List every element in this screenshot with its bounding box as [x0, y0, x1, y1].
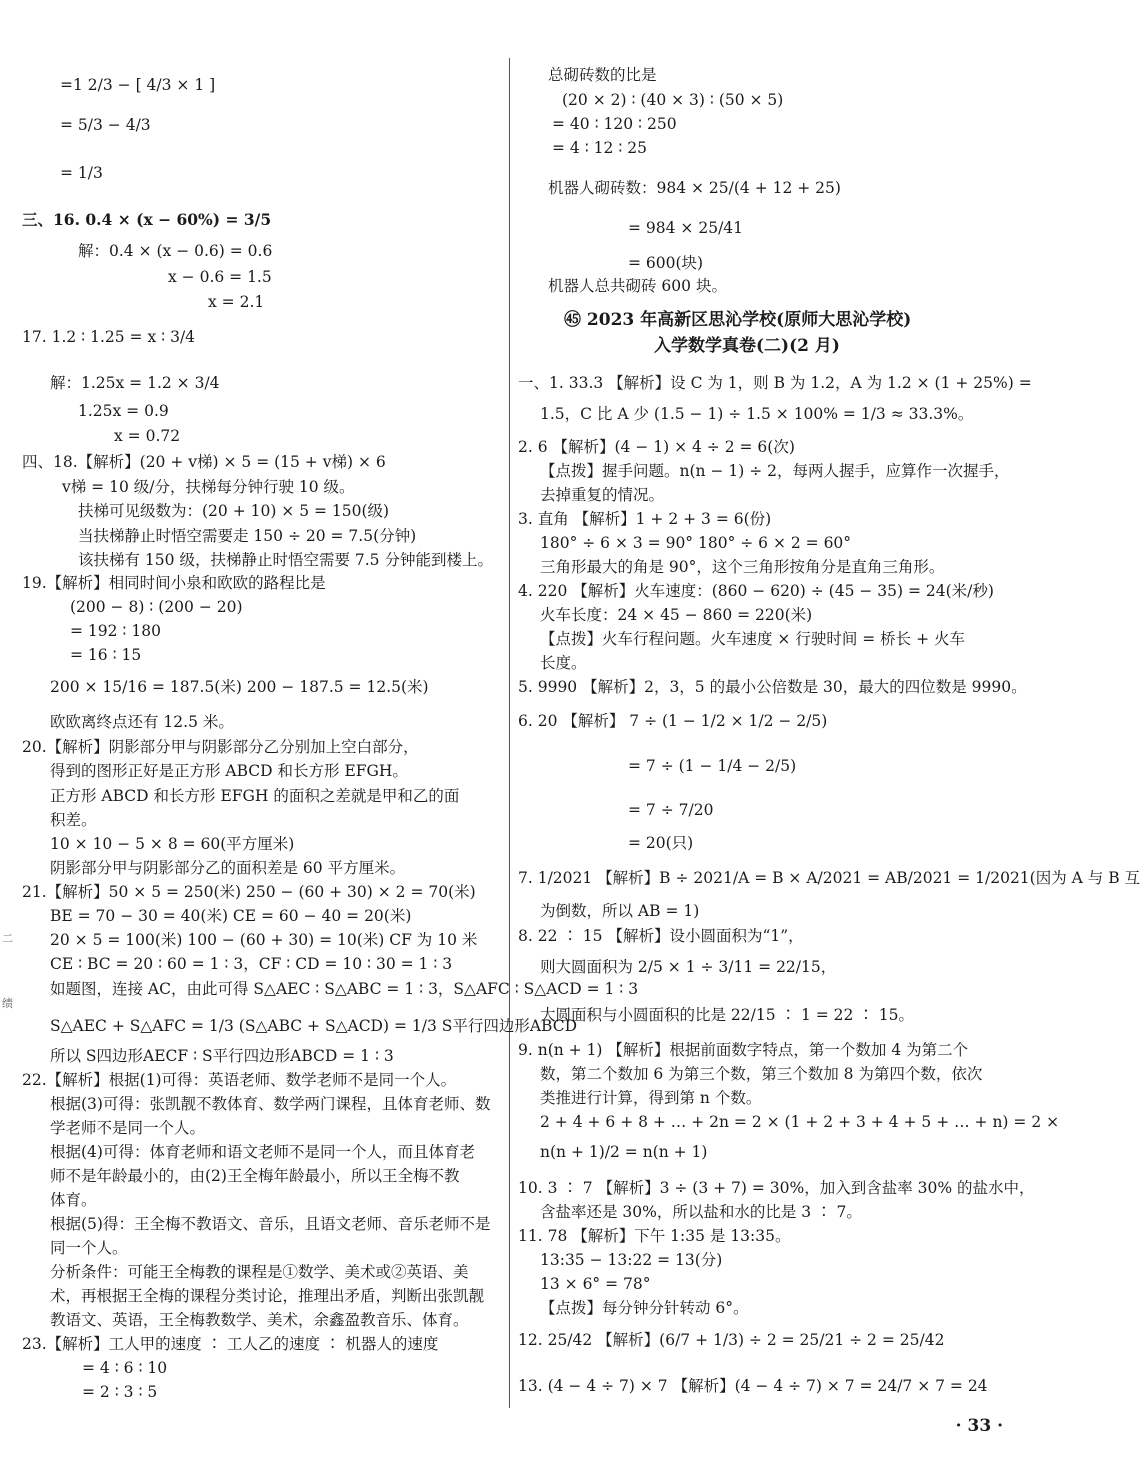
text-line: 如题图，连接 AC，由此可得 S△AEC ∶ S△ABC = 1 ∶ 3，S△AFC ∶ S△ACD = 1 ∶ 3 [50, 980, 639, 998]
text-line: 教语文、英语，王全梅教数学、美术，余鑫盈教音乐、体育。 [50, 1311, 469, 1329]
text-line: 学老师不是同一个人。 [50, 1119, 206, 1137]
text-line: 当扶梯静止时悟空需要走 150 ÷ 20 = 7.5(分钟) [78, 527, 417, 545]
text-line: x = 0.72 [114, 427, 181, 445]
text-line: 类推进行计算，得到第 n 个数。 [540, 1089, 762, 1107]
section-title: ㊺ 2023 年高新区思沁学校(原师大思沁学校) [564, 310, 912, 330]
text-line: 数，第二个数加 6 为第三个数，第三个数加 8 为第四个数，依次 [540, 1065, 983, 1083]
text-line: = 4 ∶ 6 ∶ 10 [82, 1359, 168, 1377]
text-line: 总砌砖数的比是 [548, 66, 657, 84]
text-line: 【点拨】握手问题。n(n − 1) ÷ 2，每两人握手，应算作一次握手， [540, 462, 1010, 480]
text-line: 20.【解析】阴影部分甲与阴影部分乙分别加上空白部分， [22, 738, 419, 756]
text-line: x − 0.6 = 1.5 [168, 268, 272, 286]
text-line: 2. 6 【解析】(4 − 1) × 4 ÷ 2 = 6(次) [518, 438, 795, 456]
text-line: 23.【解析】工人甲的速度 ∶ 工人乙的速度 ∶ 机器人的速度 [22, 1335, 439, 1353]
text-line: 长度。 [540, 654, 587, 672]
text-line: 分析条件：可能王全梅教的课程是①数学、美术或②英语、美 [50, 1263, 469, 1281]
text-line: CE ∶ BC = 20 ∶ 60 = 1 ∶ 3，CF ∶ CD = 10 ∶ 30 = 1 ∶ 3 [50, 955, 453, 973]
text-line: 1.5，C 比 A 少 (1.5 − 1) ÷ 1.5 × 100% = 1/3 ≈ 33.3%。 [540, 405, 974, 423]
text-line: (20 × 2) ∶ (40 × 3) ∶ (50 × 5) [562, 91, 784, 109]
text-line: 解：0.4 × (x − 0.6) = 0.6 [78, 242, 273, 260]
text-line: 9. n(n + 1) 【解析】根据前面数字特点，第一个数加 4 为第二个 [518, 1041, 969, 1059]
text-line: 扶梯可见级数为：(20 + 10) × 5 = 150(级) [78, 502, 390, 520]
text-line: 12. 25/42 【解析】(6/7 + 1/3) ÷ 2 = 25/21 ÷ 2 = 25/42 [518, 1331, 945, 1349]
text-line: 机器人总共砌砖 600 块。 [548, 277, 727, 295]
text-line: 13. (4 − 4 ÷ 7) × 7 【解析】(4 − 4 ÷ 7) × 7 = 24/7 × 7 = 24 [518, 1377, 988, 1395]
text-line: (200 − 8) ∶ (200 − 20) [70, 598, 243, 616]
page-number: · 33 · [955, 1416, 1003, 1436]
text-line: 该扶梯有 150 级，扶梯静止时悟空需要 7.5 分钟能到楼上。 [78, 551, 493, 569]
text-line: 所以 S四边形AECF ∶ S平行四边形ABCD = 1 ∶ 3 [50, 1047, 394, 1065]
text-line: 解：1.25x = 1.2 × 3/4 [50, 374, 220, 392]
text-line: 11. 78 【解析】下午 1:35 是 13:35。 [518, 1227, 791, 1245]
text-line: 【点拨】火车行程问题。火车速度 × 行驶时间 = 桥长 + 火车 [540, 630, 966, 648]
text-line: 22.【解析】根据(1)可得：英语老师、数学老师不是同一个人。 [22, 1071, 457, 1089]
text-line: =1 2/3 − [ 4/3 × 1 ] [60, 76, 216, 94]
text-line: 200 × 15/16 = 187.5(米) 200 − 187.5 = 12.5(米) [50, 678, 429, 696]
column-divider [509, 58, 510, 1408]
text-line: = 40 ∶ 120 ∶ 250 [552, 115, 677, 133]
text-line: n(n + 1)/2 = n(n + 1) [540, 1143, 708, 1161]
text-line: = 4 ∶ 12 ∶ 25 [552, 139, 647, 157]
text-line: = 2 ∶ 3 ∶ 5 [82, 1383, 158, 1401]
text-line: 根据(4)可得：体育老师和语文老师不是同一个人，而且体育老 [50, 1143, 475, 1161]
text-line: = 192 ∶ 180 [70, 622, 161, 640]
text-line: 根据(5)得：王全梅不教语文、音乐，且语文老师、音乐老师不是 [50, 1215, 491, 1233]
text-line: 三角形最大的角是 90°，这个三角形按角分是直角三角形。 [540, 558, 945, 576]
text-line: 7. 1/2021 【解析】B ÷ 2021/A = B × A/2021 = AB/2021 = 1/2021(因为 A 与 B 互 [518, 869, 1140, 887]
text-line: 为倒数，所以 AB = 1) [540, 902, 700, 920]
text-line: 4. 220 【解析】火车速度：(860 − 620) ÷ (45 − 35) = 24(米/秒) [518, 582, 994, 600]
text-line: 【点拨】每分钟分针转动 6°。 [540, 1299, 749, 1317]
section-subtitle: 入学数学真卷(二)(2 月) [654, 336, 840, 356]
text-line: 21.【解析】50 × 5 = 250(米) 250 − (60 + 30) × 2 = 70(米) [22, 883, 476, 901]
text-line: = 600(块) [628, 254, 704, 272]
text-line: x = 2.1 [208, 293, 265, 311]
text-line: 则大圆面积为 2/5 × 1 ÷ 3/11 = 22/15， [540, 958, 837, 976]
text-line: = 5/3 − 4/3 [60, 116, 151, 134]
text-line: 1.25x = 0.9 [78, 402, 169, 420]
text-line: BE = 70 − 30 = 40(米) CE = 60 − 40 = 20(米) [50, 907, 412, 925]
text-line: 阴影部分甲与阴影部分乙的面积差是 60 平方厘米。 [50, 859, 406, 877]
edge-mark: 绩 [2, 997, 13, 1010]
text-line: 积差。 [50, 811, 97, 829]
text-line: 180° ÷ 6 × 3 = 90° 180° ÷ 6 × 2 = 60° [540, 534, 852, 552]
text-line: 3. 直角 【解析】1 + 2 + 3 = 6(份) [518, 510, 772, 528]
text-line: v梯 = 10 级/分，扶梯每分钟行驶 10 级。 [62, 478, 355, 496]
text-line: 师不是年龄最小的，由(2)王全梅年龄最小，所以王全梅不教 [50, 1167, 460, 1185]
text-line: = 7 ÷ (1 − 1/4 − 2/5) [628, 757, 797, 775]
text-line: S△AEC + S△AFC = 1/3 (S△ABC + S△ACD) = 1/3 S平行四边形ABCD [50, 1017, 578, 1035]
text-line: 欧欧离终点还有 12.5 米。 [50, 713, 234, 731]
text-line: 同一个人。 [50, 1239, 128, 1257]
text-line: 体育。 [50, 1191, 97, 1209]
text-line: = 20(只) [628, 834, 694, 852]
text-line: 含盐率还是 30%，所以盐和水的比是 3 ∶ 7。 [540, 1203, 862, 1221]
text-line: 2 + 4 + 6 + 8 + … + 2n = 2 × (1 + 2 + 3 + 4 + 5 + … + n) = 2 × [540, 1113, 1060, 1131]
text-line: 根据(3)可得：张凯靓不教体育、数学两门课程，且体育老师、数 [50, 1095, 491, 1113]
edge-mark: 二 [2, 932, 13, 945]
text-line: 20 × 5 = 100(米) 100 − (60 + 30) = 10(米) CF 为 10 米 [50, 931, 478, 949]
text-line: 一、1. 33.3 【解析】设 C 为 1，则 B 为 1.2，A 为 1.2 × (1 + 25%) = [518, 374, 1032, 392]
text-line: 术，再根据王全梅的课程分类讨论，推理出矛盾，判断出张凯靓 [50, 1287, 485, 1305]
text-line: = 1/3 [60, 164, 103, 182]
text-line: 得到的图形正好是正方形 ABCD 和长方形 EFGH。 [50, 762, 408, 780]
text-line: 17. 1.2 ∶ 1.25 = x ∶ 3/4 [22, 328, 196, 346]
text-line: 8. 22 ∶ 15 【解析】设小圆面积为“1”， [518, 927, 804, 945]
text-line: 19.【解析】相同时间小泉和欧欧的路程比是 [22, 574, 326, 592]
text-line: = 7 ÷ 7/20 [628, 801, 714, 819]
text-line: 10 × 10 − 5 × 8 = 60(平方厘米) [50, 835, 295, 853]
text-line: 6. 20 【解析】 7 ÷ (1 − 1/2 × 1/2 − 2/5) [518, 712, 828, 730]
text-line: 10. 3 ∶ 7 【解析】3 ÷ (3 + 7) = 30%，加入到含盐率 30% 的盐水中， [518, 1179, 1035, 1197]
text-line: 13 × 6° = 78° [540, 1275, 651, 1293]
text-line: 正方形 ABCD 和长方形 EFGH 的面积之差就是甲和乙的面 [50, 787, 460, 805]
text-line: 机器人砌砖数：984 × 25/(4 + 12 + 25) [548, 179, 841, 197]
text-line: 13:35 − 13:22 = 13(分) [540, 1251, 723, 1269]
text-line: 火车长度：24 × 45 − 860 = 220(米) [540, 606, 813, 624]
text-line: 去掉重复的情况。 [540, 486, 665, 504]
text-line: 大圆面积与小圆面积的比是 22/15 ∶ 1 = 22 ∶ 15。 [540, 1006, 914, 1024]
text-line: 5. 9990 【解析】2，3，5 的最小公倍数是 30，最大的四位数是 9990。 [518, 678, 1027, 696]
text-line: 三、16. 0.4 × (x − 60%) = 3/5 [22, 210, 272, 229]
text-line: = 16 ∶ 15 [70, 646, 142, 664]
text-line: 四、18.【解析】(20 + v梯) × 5 = (15 + v梯) × 6 [22, 453, 386, 471]
text-line: = 984 × 25/41 [628, 219, 744, 237]
